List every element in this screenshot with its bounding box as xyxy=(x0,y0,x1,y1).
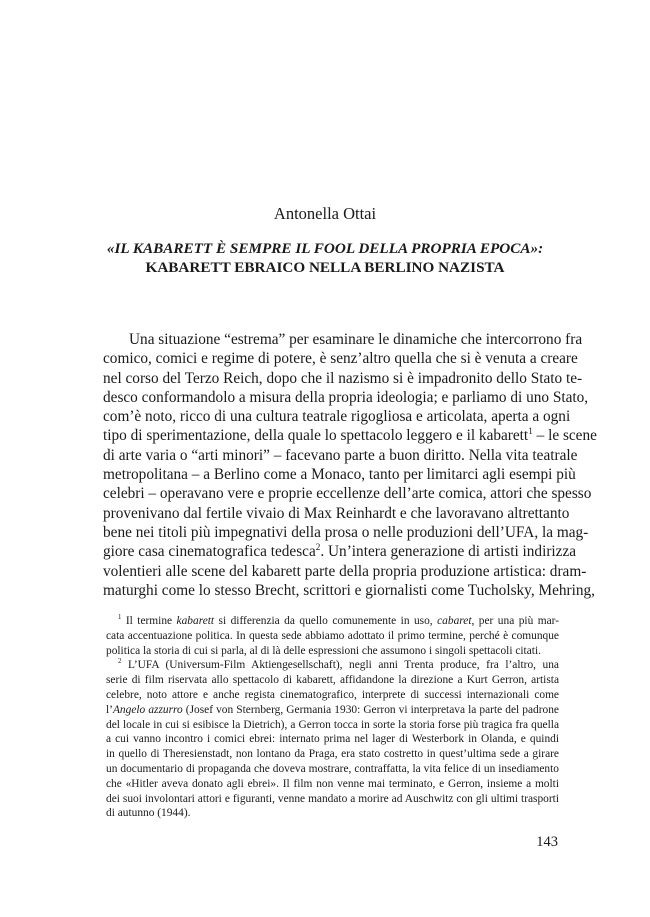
body-line: nel corso del Terzo Reich, dopo che il nazismo si è impadronito dello Stato te- xyxy=(103,369,583,387)
footnote-line: cata accentuazione politica. In questa sede abbiamo adottato il primo termine, perché è comunque xyxy=(106,629,559,642)
body-line xyxy=(103,426,597,445)
footnote-number: 1 xyxy=(118,614,122,622)
body-line: di arte varia o “arti minori” – facevano parte a buon diritto. Nella vita teatrale xyxy=(103,446,578,464)
footnote-text: , per una più mar- xyxy=(471,615,559,627)
body-text: – le scene xyxy=(532,427,597,445)
footnote-line: celebre, noto attore e anche regista cinematografico, interprete di successi internazionali come xyxy=(106,688,559,701)
footnote-2 xyxy=(106,658,559,673)
footnote-ref-2[interactable]: 2 xyxy=(315,542,321,553)
body-text: tipo di sperimentazione, della quale lo spettacolo leggero e il kabarett xyxy=(103,427,529,445)
footnote-line: in quello di Theresienstadt, non lontano da Praga, era stato costretto in quest’ultima sede a girare xyxy=(106,748,559,761)
footnote-text: l’ xyxy=(106,703,113,716)
body-line xyxy=(103,542,577,561)
body-line: com’è noto, ricco di una cultura teatrale rigogliosa e articolata, aperta a ogni xyxy=(103,408,571,426)
footnote-text: Il termine xyxy=(121,615,177,627)
body-line: volentieri alle scene del kabarett parte della propria produzione artistica: dram- xyxy=(103,562,587,580)
footnote-number: 2 xyxy=(118,658,122,666)
body-line: maturghi come lo stesso Brecht, scrittori e giornalisti come Tucholsky, Mehring, xyxy=(103,581,595,599)
footnotes xyxy=(106,614,559,821)
chapter-title xyxy=(60,239,590,277)
page-number: 143 xyxy=(536,834,558,850)
body-line: celebri – operavano vere e proprie eccellenze dell’arte comica, attori che spesso xyxy=(103,485,592,503)
footnote-line: che «Hitler aveva donato agli ebrei». Il film non venne mai terminato, e Gerron, insieme a molti xyxy=(106,777,559,790)
footnote-line: del locale in cui si esibisce la Dietrich), a Gerron tocca in sorte la storia forse più tragica fra quella xyxy=(106,718,559,731)
body-line: comico, comici e regime di potere, è senz’altro quella che si è venuta a creare xyxy=(103,350,578,368)
body-line: bene nei titoli più impegnativi della prosa o nelle produzioni dell’UFA, la mag- xyxy=(103,523,589,541)
footnote-line: dei suoi involontari attori e figuranti, venne mandato a morire ad Auschwitz con gli ultimi trasporti xyxy=(106,792,559,805)
footnote-line: serie di film riservata allo spettacolo di kabarett, affidandone la direzione a Kurt Gerron, artista xyxy=(106,674,559,687)
footnote-line: un documentario di propaganda che doveva mostrare, contraffatta, la vita felice di un insediamento xyxy=(106,762,559,775)
footnote-ref-1[interactable]: 1 xyxy=(528,426,533,437)
footnote-line: a cui vanno incontro i comici ebrei: internato prima nel lager di Westerbork in Olanda, e quindi xyxy=(106,733,559,746)
body-line: Una situazione “estrema” per esaminare le dinamiche che intercorrono fra xyxy=(129,331,583,348)
body-line: desco conformandolo a misura della propria ideologia; e parliamo di uno Stato, xyxy=(103,388,589,406)
footnote-italic: Angelo azzurro xyxy=(112,703,183,716)
body-text: . Un’intera generazione di artisti indirizza xyxy=(320,543,577,561)
footnote-text: si differenzia da quello comunemente in uso, xyxy=(214,615,438,627)
footnote-line: di autunno (1944). xyxy=(106,807,191,820)
body-line: metropolitana – a Berlino come a Monaco, tanto per limitarci agli esempi più xyxy=(103,466,576,484)
author-name: Antonella Ottai xyxy=(273,204,377,223)
chapter-title-line-2: KABARETT EBRAICO NELLA BERLINO NAZISTA xyxy=(145,259,505,276)
chapter-title-line-1: «IL KABARETT È SEMPRE IL FOOL DELLA PROPRIA EPOCA»: xyxy=(106,240,544,257)
footnote-italic: cabaret xyxy=(437,615,472,627)
footnote-italic: kabarett xyxy=(176,615,215,627)
footnote-1 xyxy=(106,614,559,629)
body-paragraph xyxy=(103,330,597,600)
footnote-line: politica la storia di cui si parla, al di là delle espressioni che assumono i singoli spettacoli citati. xyxy=(106,644,541,657)
footnote-text: L’UFA (Universum-Film Aktiengesellschaft), negli anni Trenta produce, fra l’altro, una xyxy=(121,659,559,672)
body-line: provenivano dal fertile vivaio di Max Reinhardt e che lavoravano altrettanto xyxy=(103,504,570,522)
footnote-line xyxy=(106,703,559,718)
footnote-text: (Josef von Sternberg, Germania 1930: Gerron vi interpretava la parte del padrone xyxy=(182,703,559,716)
body-text: giore casa cinematografica tedesca xyxy=(103,543,316,561)
